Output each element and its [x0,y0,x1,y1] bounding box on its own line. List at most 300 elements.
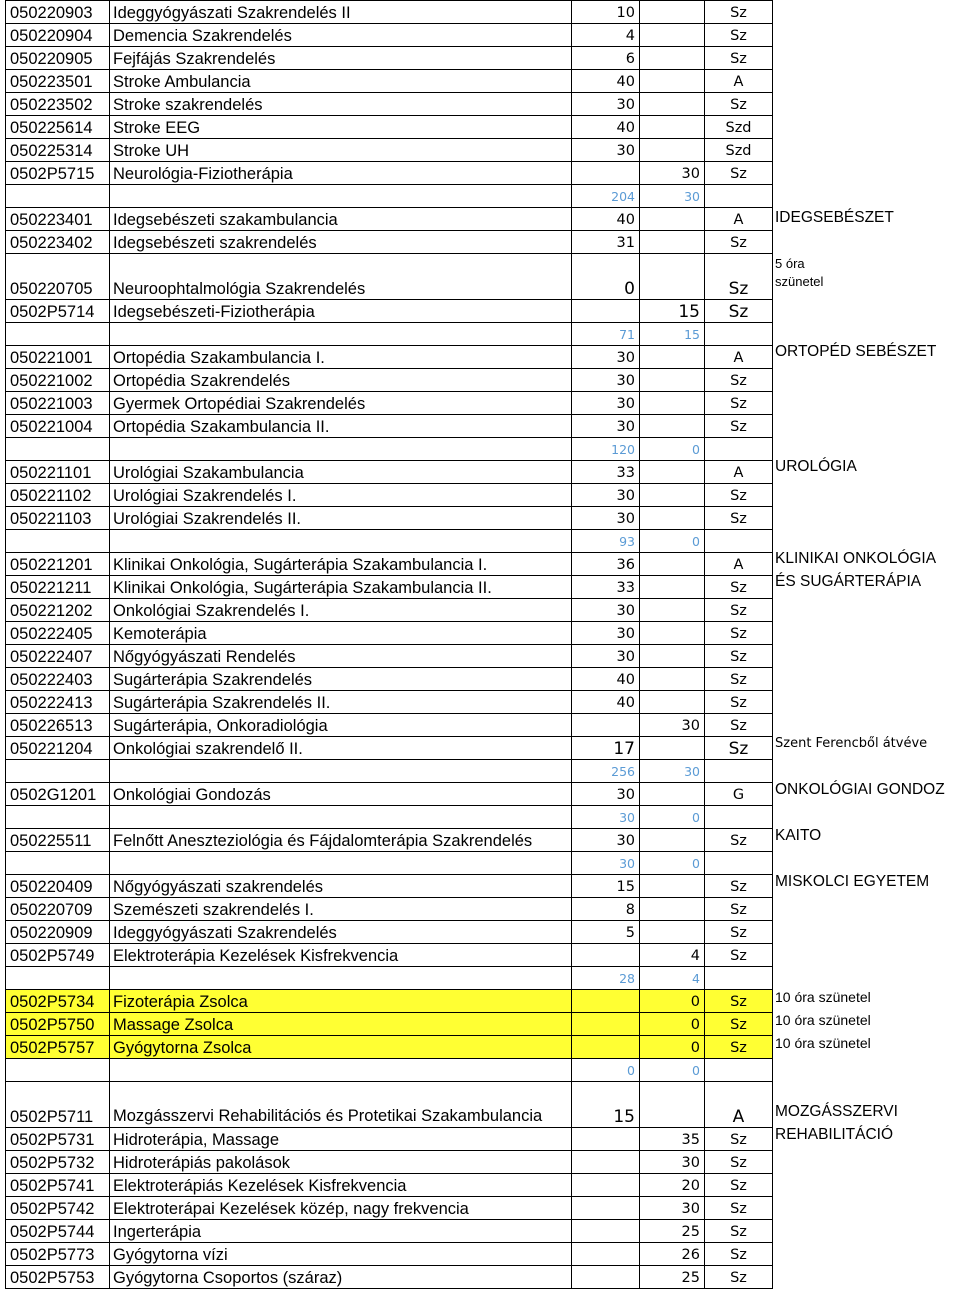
cell-name: Onkológiai szakrendelő II. [110,737,572,760]
cell-count-a: 4 [572,24,640,47]
cell-type [705,967,773,990]
cell-count-a: 30 [572,783,640,806]
cell-count-b [640,24,705,47]
cell-count-a: 120 [572,438,640,461]
cell-count-b: 4 [640,967,705,990]
cell-count-b [640,737,705,760]
cell-count-a [572,1197,640,1220]
cell-count-a: 33 [572,461,640,484]
cell-name [110,1059,572,1082]
dept-label-miskolc: MISKOLCI EGYETEM [775,873,930,890]
cell-name: Klinikai Onkológia, Sugárterápia Szakambulancia I. [110,553,572,576]
schedule-table-body [6,1,773,1289]
cell-count-b: 25 [640,1266,705,1289]
cell-name [110,530,572,553]
cell-type: A [705,553,773,576]
cell-type [705,323,773,346]
cell-type: Sz [705,1,773,24]
cell-type: Sz [705,691,773,714]
cell-count-b [640,47,705,70]
cell-count-a [572,1174,640,1197]
cell-code: 0502P5750 [6,1013,110,1036]
cell-type [705,806,773,829]
cell-name [110,185,572,208]
table-row [6,783,773,806]
cell-count-b: 25 [640,1220,705,1243]
cell-code: 050221211 [6,576,110,599]
cell-code: 050221103 [6,507,110,530]
cell-type: Sz [705,1220,773,1243]
cell-code: 050223501 [6,70,110,93]
cell-count-b [640,346,705,369]
cell-count-a [572,300,640,323]
cell-type [705,852,773,875]
dept-label-urologia: UROLÓGIA [775,458,857,475]
cell-code: 050220909 [6,921,110,944]
cell-count-b [640,622,705,645]
table-row [6,346,773,369]
cell-name: Ideggyógyászati Szakrendelés [110,921,572,944]
cell-type: Sz [705,162,773,185]
cell-name: Ortopédia Szakambulancia I. [110,346,572,369]
cell-type: Sz [705,645,773,668]
subtotal-row [6,323,773,346]
table-row [6,1243,773,1266]
cell-name: Hidroterápia, Massage [110,1128,572,1151]
cell-code: 050221102 [6,484,110,507]
cell-name: Demencia Szakrendelés [110,24,572,47]
cell-code: 050225511 [6,829,110,852]
cell-code: 050221101 [6,461,110,484]
table-row [6,139,773,162]
table-row [6,1151,773,1174]
cell-count-a: 30 [572,507,640,530]
cell-type: Sz [705,668,773,691]
cell-type [705,438,773,461]
note-szunetel-1: 10 óra szünetel [775,989,871,1005]
cell-count-b [640,1,705,24]
cell-code: 0502P5741 [6,1174,110,1197]
cell-name: Stroke szakrendelés [110,93,572,116]
cell-code: 050225314 [6,139,110,162]
cell-code: 050221004 [6,415,110,438]
cell-type: Sz [705,829,773,852]
cell-name: Fejfájás Szakrendelés [110,47,572,70]
table-row [6,737,773,760]
cell-name [110,323,572,346]
cell-code: 0502P5732 [6,1151,110,1174]
cell-count-a [572,1013,640,1036]
cell-name: Mozgásszervi Rehabilitációs és Protetikai Szakambulancia [110,1082,572,1128]
cell-code [6,185,110,208]
cell-count-a: 40 [572,70,640,93]
cell-type: Sz [705,1243,773,1266]
table-row [6,369,773,392]
cell-count-b [640,645,705,668]
cell-count-b [640,668,705,691]
cell-code: 050221003 [6,392,110,415]
cell-type: Sz [705,254,773,300]
cell-name: Klinikai Onkológia, Sugárterápia Szakambulancia II. [110,576,572,599]
table-row [6,254,773,300]
cell-name: Sugárterápia Szakrendelés II. [110,691,572,714]
cell-name: Idegsebészeti szakrendelés [110,231,572,254]
cell-code: 050222413 [6,691,110,714]
cell-code: 0502P5753 [6,1266,110,1289]
dept-label-onko-line2: ÉS SUGÁRTERÁPIA [775,573,922,590]
table-row [6,484,773,507]
cell-count-a [572,162,640,185]
cell-name: Nőgyógyászati szakrendelés [110,875,572,898]
cell-count-a: 0 [572,254,640,300]
cell-count-a: 30 [572,346,640,369]
table-row [6,1266,773,1289]
cell-count-a: 5 [572,921,640,944]
cell-count-a: 6 [572,47,640,70]
subtotal-row [6,185,773,208]
cell-code: 050223502 [6,93,110,116]
cell-name: Fizoterápia Zsolca [110,990,572,1013]
cell-type [705,185,773,208]
table-row [6,300,773,323]
table-row [6,1036,773,1059]
cell-code: 0502P5731 [6,1128,110,1151]
cell-count-b [640,507,705,530]
cell-count-b: 0 [640,1013,705,1036]
cell-count-b: 35 [640,1128,705,1151]
cell-count-b [640,898,705,921]
cell-name: Elektroterápai Kezelések közép, nagy frekvencia [110,1197,572,1220]
cell-count-b: 30 [640,1151,705,1174]
cell-count-a: 15 [572,875,640,898]
dept-label-idegsebeszet: IDEGSEBÉSZET [775,209,894,226]
cell-count-a: 256 [572,760,640,783]
cell-count-b: 0 [640,530,705,553]
cell-count-a: 33 [572,576,640,599]
cell-name: Urológiai Szakrendelés II. [110,507,572,530]
subtotal-row [6,967,773,990]
cell-count-b [640,1082,705,1128]
cell-count-a: 30 [572,93,640,116]
cell-type: Sz [705,714,773,737]
subtotal-row [6,760,773,783]
cell-count-b [640,783,705,806]
table-row [6,622,773,645]
cell-name: Sugárterápia Szakrendelés [110,668,572,691]
cell-name: Ingerterápia [110,1220,572,1243]
subtotal-row [6,438,773,461]
table-row [6,24,773,47]
cell-count-a: 30 [572,829,640,852]
cell-count-b: 0 [640,438,705,461]
table-row [6,599,773,622]
cell-count-b: 20 [640,1174,705,1197]
subtotal-row [6,806,773,829]
cell-count-a [572,1243,640,1266]
cell-code: 0502P5744 [6,1220,110,1243]
cell-count-b [640,392,705,415]
subtotal-row [6,530,773,553]
note-5ora [775,255,823,291]
cell-count-b: 30 [640,1197,705,1220]
table-row [6,944,773,967]
cell-name: Stroke EEG [110,116,572,139]
cell-type: Sz [705,231,773,254]
cell-type: Sz [705,47,773,70]
cell-code: 050220904 [6,24,110,47]
cell-count-b: 0 [640,990,705,1013]
schedule-table [5,0,773,1289]
cell-count-b [640,369,705,392]
cell-name: Felnőtt Aneszteziológia és Fájdalomterápia Szakrendelés [110,829,572,852]
cell-type: Sz [705,1036,773,1059]
cell-count-a: 204 [572,185,640,208]
note-5ora-line2: szünetel [775,274,824,289]
cell-code [6,1059,110,1082]
note-szunetel-2: 10 óra szünetel [775,1012,871,1028]
cell-count-a [572,1036,640,1059]
cell-count-a [572,714,640,737]
cell-type: A [705,1082,773,1128]
cell-name [110,438,572,461]
cell-count-a [572,944,640,967]
cell-name [110,852,572,875]
cell-count-b [640,116,705,139]
cell-code: 050226513 [6,714,110,737]
table-row [6,1082,773,1128]
cell-type: Sz [705,484,773,507]
cell-type: A [705,208,773,231]
cell-code [6,438,110,461]
cell-name: Idegsebészeti szakambulancia [110,208,572,231]
cell-code: 050223401 [6,208,110,231]
cell-name: Ortopédia Szakrendelés [110,369,572,392]
cell-count-b [640,254,705,300]
dept-label-mozgas-line1: MOZGÁSSZERVI [775,1103,898,1120]
cell-name: Gyógytorna Csoportos (száraz) [110,1266,572,1289]
table-row [6,1197,773,1220]
cell-code [6,530,110,553]
cell-name: Elektroterápia Kezelések Kisfrekvencia [110,944,572,967]
dept-label-mozgas-line2: REHABILITÁCIÓ [775,1126,893,1143]
table-row [6,507,773,530]
table-row [6,553,773,576]
cell-count-b: 15 [640,300,705,323]
cell-count-b: 30 [640,185,705,208]
cell-type: A [705,461,773,484]
cell-type: Sz [705,24,773,47]
cell-count-a: 8 [572,898,640,921]
cell-type: Sz [705,1174,773,1197]
cell-name: Kemoterápia [110,622,572,645]
cell-name: Nőgyógyászati Rendelés [110,645,572,668]
cell-count-a: 0 [572,1059,640,1082]
cell-count-b [640,599,705,622]
cell-type: Szd [705,116,773,139]
cell-code: 050220409 [6,875,110,898]
table-row [6,93,773,116]
table-row [6,461,773,484]
cell-type: Sz [705,737,773,760]
cell-code: 050221204 [6,737,110,760]
cell-count-b [640,553,705,576]
cell-count-b: 0 [640,852,705,875]
subtotal-row [6,852,773,875]
cell-code: 050221002 [6,369,110,392]
cell-name: Onkológiai Szakrendelés I. [110,599,572,622]
table-row [6,1220,773,1243]
table-row [6,714,773,737]
cell-name [110,967,572,990]
cell-count-b: 30 [640,714,705,737]
cell-count-a [572,1151,640,1174]
cell-count-b: 0 [640,1036,705,1059]
cell-type: G [705,783,773,806]
cell-count-b [640,829,705,852]
cell-code [6,760,110,783]
cell-type: Sz [705,93,773,116]
cell-name: Gyógytorna vízi [110,1243,572,1266]
cell-name: Ideggyógyászati Szakrendelés II [110,1,572,24]
cell-count-a: 40 [572,668,640,691]
cell-type: Sz [705,1266,773,1289]
cell-count-b: 4 [640,944,705,967]
cell-count-a: 10 [572,1,640,24]
cell-code [6,852,110,875]
cell-count-a: 30 [572,139,640,162]
cell-count-a: 30 [572,852,640,875]
cell-type: Sz [705,1197,773,1220]
cell-count-a: 28 [572,967,640,990]
cell-count-a: 71 [572,323,640,346]
cell-name: Massage Zsolca [110,1013,572,1036]
cell-type: Sz [705,507,773,530]
cell-type: Sz [705,300,773,323]
cell-count-b [640,691,705,714]
cell-count-a [572,990,640,1013]
cell-code [6,806,110,829]
table-row [6,392,773,415]
cell-name: Elektroterápiás Kezelések Kisfrekvencia [110,1174,572,1197]
table-row [6,668,773,691]
cell-type: Sz [705,369,773,392]
table-row [6,231,773,254]
cell-name: Szemészeti szakrendelés I. [110,898,572,921]
cell-count-b [640,576,705,599]
cell-count-b [640,208,705,231]
cell-code: 050222403 [6,668,110,691]
table-row [6,415,773,438]
cell-code: 0502P5773 [6,1243,110,1266]
cell-name: Idegsebészeti-Fiziotherápia [110,300,572,323]
cell-type: A [705,70,773,93]
dept-label-kaito: KAITO [775,827,822,844]
table-row [6,1128,773,1151]
cell-type: Sz [705,576,773,599]
cell-name: Urológiai Szakambulancia [110,461,572,484]
cell-code: 050220905 [6,47,110,70]
note-szunetel-3: 10 óra szünetel [775,1035,871,1051]
table-row [6,1,773,24]
cell-type: A [705,346,773,369]
table-row [6,921,773,944]
table-row [6,576,773,599]
cell-count-b [640,93,705,116]
cell-type: Sz [705,415,773,438]
cell-name: Sugárterápia, Onkoradiológia [110,714,572,737]
table-row [6,898,773,921]
cell-count-b: 30 [640,760,705,783]
cell-count-a: 30 [572,392,640,415]
table-row [6,990,773,1013]
cell-code [6,323,110,346]
cell-code: 0502P5711 [6,1082,110,1128]
cell-code: 0502P5742 [6,1197,110,1220]
note-szent-ferenc: Szent Ferencből átvéve [775,736,928,751]
cell-count-a: 36 [572,553,640,576]
table-row [6,70,773,93]
cell-name: Ortopédia Szakambulancia II. [110,415,572,438]
table-row [6,691,773,714]
cell-count-b [640,921,705,944]
cell-code: 050225614 [6,116,110,139]
cell-count-a: 30 [572,599,640,622]
cell-type: Sz [705,944,773,967]
cell-count-b: 30 [640,162,705,185]
cell-count-a: 31 [572,231,640,254]
cell-count-b [640,484,705,507]
table-row [6,162,773,185]
cell-count-b: 26 [640,1243,705,1266]
cell-code: 050221201 [6,553,110,576]
table-row [6,116,773,139]
cell-type: Sz [705,599,773,622]
note-5ora-line1: 5 óra [775,256,805,271]
cell-name: Gyermek Ortopédiai Szakrendelés [110,392,572,415]
table-row [6,875,773,898]
cell-type: Sz [705,875,773,898]
cell-name: Stroke UH [110,139,572,162]
table-row [6,829,773,852]
cell-name [110,806,572,829]
cell-code: 050223402 [6,231,110,254]
cell-type: Sz [705,1013,773,1036]
cell-count-b [640,139,705,162]
cell-count-a: 17 [572,737,640,760]
cell-type: Sz [705,392,773,415]
cell-count-b: 0 [640,806,705,829]
cell-count-a: 30 [572,484,640,507]
cell-name: Neuroophtalmológia Szakrendelés [110,254,572,300]
cell-code: 0502P5734 [6,990,110,1013]
cell-count-a: 30 [572,806,640,829]
cell-type: Sz [705,1151,773,1174]
table-row [6,1013,773,1036]
cell-count-a: 30 [572,415,640,438]
cell-count-a: 15 [572,1082,640,1128]
cell-count-b [640,70,705,93]
dept-label-onko-gondoz: ONKOLÓGIAI GONDOZ [775,781,945,798]
table-row [6,1174,773,1197]
cell-type: Sz [705,622,773,645]
cell-code: 050221001 [6,346,110,369]
cell-code: 050220705 [6,254,110,300]
cell-code: 050222405 [6,622,110,645]
cell-name: Hidroterápiás pakolások [110,1151,572,1174]
cell-type [705,1059,773,1082]
cell-count-b [640,461,705,484]
subtotal-row [6,1059,773,1082]
